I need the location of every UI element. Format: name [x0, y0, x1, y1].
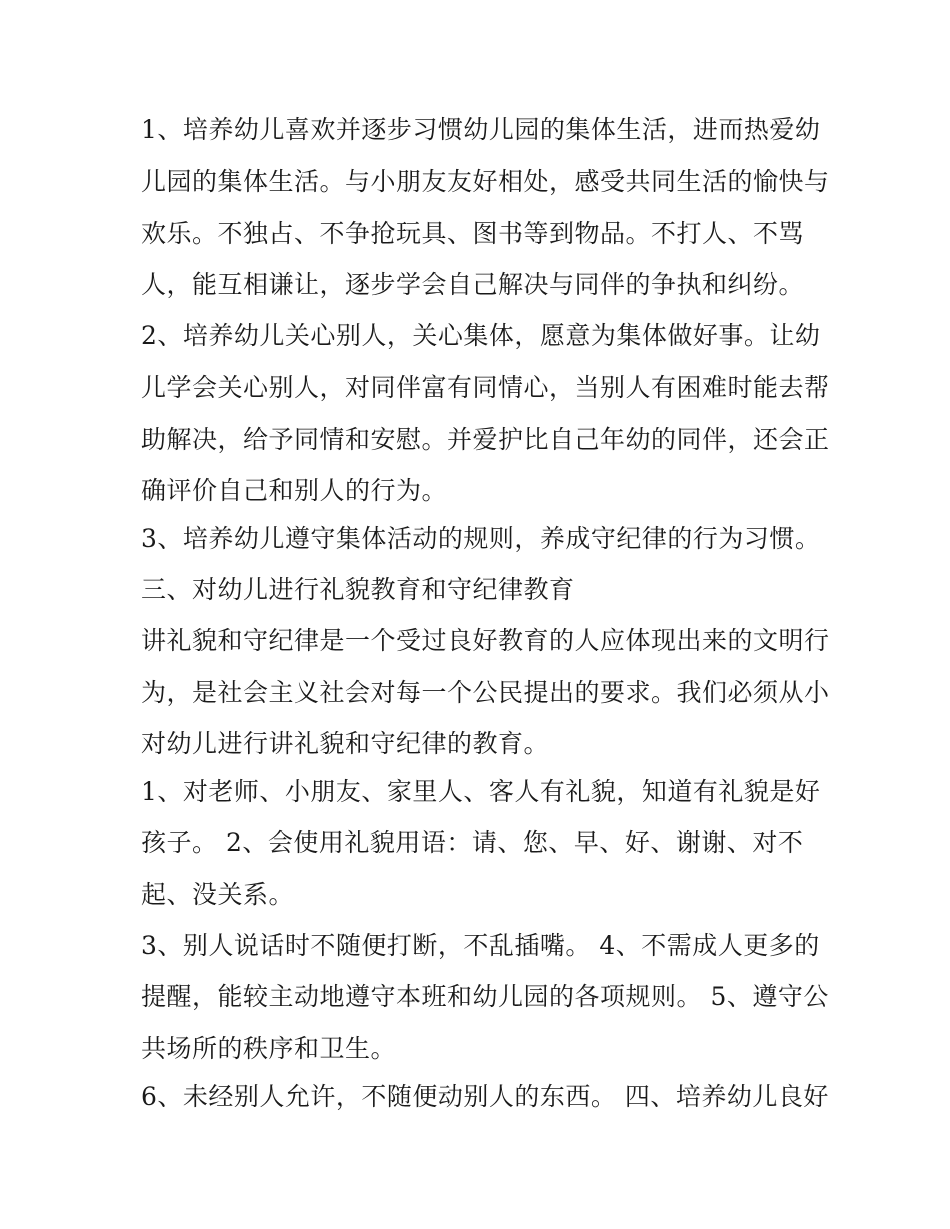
- text-line: 为，是社会主义社会对每一个公民提出的要求。我们必须从小: [141, 678, 830, 707]
- section-heading: 三、对幼儿进行礼貌教育和守纪律教育: [141, 575, 575, 604]
- text-line: 讲礼貌和守纪律是一个受过良好教育的人应体现出来的文明行: [141, 626, 830, 655]
- text-line: 2、培养幼儿关心别人，关心集体，愿意为集体做好事。让幼: [141, 321, 821, 350]
- text-line: 对幼儿进行讲礼貌和守纪律的教育。: [141, 729, 550, 758]
- text-line: 人，能互相谦让，逐步学会自己解决与同伴的争执和纠纷。: [141, 270, 805, 299]
- text-line: 3、别人说话时不随便打断，不乱插嘴。 4、不需成人更多的: [141, 931, 820, 960]
- text-line: 欢乐。不独占、不争抢玩具、图书等到物品。不打人、不骂: [141, 219, 805, 248]
- text-line: 6、未经别人允许，不随便动别人的东西。 四、培养幼儿良好: [141, 1082, 829, 1111]
- text-line: 共场所的秩序和卫生。: [141, 1034, 397, 1063]
- text-line: 确评价自己和别人的行为。: [141, 476, 448, 505]
- text-line: 3、培养幼儿遵守集体活动的规则，养成守纪律的行为习惯。: [141, 524, 821, 553]
- text-line: 提醒，能较主动地遵守本班和幼儿园的各项规则。 5、遵守公: [141, 982, 829, 1011]
- text-line: 1、对老师、小朋友、家里人、客人有礼貌，知道有礼貌是好: [141, 777, 821, 806]
- text-line: 起、没关系。: [141, 880, 295, 909]
- text-line: 孩子。 2、会使用礼貌用语：请、您、早、好、谢谢、对不: [141, 828, 804, 857]
- text-line: 儿园的集体生活。与小朋友友好相处，感受共同生活的愉快与: [141, 167, 830, 196]
- text-line: 助解决，给予同情和安慰。并爱护比自己年幼的同伴，还会正: [141, 425, 830, 454]
- text-line: 儿学会关心别人，对同伴富有同情心，当别人有困难时能去帮: [141, 373, 830, 402]
- text-line: 1、培养幼儿喜欢并逐步习惯幼儿园的集体生活，进而热爱幼: [141, 115, 821, 144]
